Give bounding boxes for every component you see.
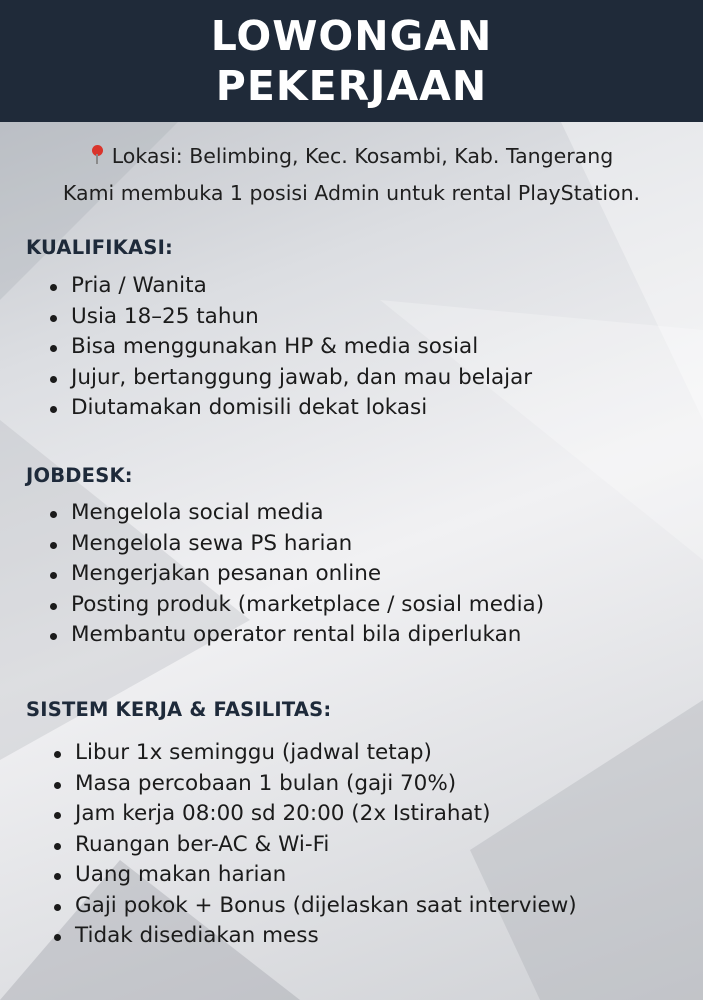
intro-text: Kami membuka 1 posisi Admin untuk rental PlayStation. <box>62 181 641 205</box>
jobdesk-list <box>50 498 544 651</box>
sistem-title: SISTEM KERJA & FASILITAS: <box>26 698 332 721</box>
list-item: Diutamakan domisili dekat lokasi <box>50 393 532 424</box>
list-item: Mengelola social media <box>50 498 544 529</box>
pin-icon <box>90 145 104 165</box>
list-item: Uang makan harian <box>54 860 577 891</box>
list-item: Gaji pokok + Bonus (dijelaskan saat interview) <box>54 891 577 922</box>
list-item: Bisa menggunakan HP & media sosial <box>50 332 532 363</box>
kualifikasi-list <box>50 271 532 424</box>
list-item: Usia 18–25 tahun <box>50 302 532 333</box>
list-item: Mengerjakan pesanan online <box>50 559 544 590</box>
list-item: Posting produk (marketplace / sosial media) <box>50 590 544 621</box>
location-line <box>0 142 703 170</box>
sistem-list <box>54 738 577 952</box>
list-item: Jujur, bertanggung jawab, dan mau belajar <box>50 363 532 394</box>
list-item: Libur 1x seminggu (jadwal tetap) <box>54 738 577 769</box>
location-text: Lokasi: Belimbing, Kec. Kosambi, Kab. Tangerang <box>111 144 614 168</box>
list-item: Tidak disediakan mess <box>54 921 577 952</box>
list-item: Membantu operator rental bila diperlukan <box>50 620 544 651</box>
list-item: Masa percobaan 1 bulan (gaji 70%) <box>54 769 577 800</box>
title-line-1: LOWONGAN <box>210 12 493 60</box>
title-line-2: PEKERJAAN <box>215 62 488 110</box>
list-item: Ruangan ber-AC & Wi-Fi <box>54 830 577 861</box>
list-item: Mengelola sewa PS harian <box>50 529 544 560</box>
kualifikasi-title: KUALIFIKASI: <box>26 236 174 259</box>
list-item: Pria / Wanita <box>50 271 532 302</box>
jobdesk-title: JOBDESK: <box>26 464 133 487</box>
list-item: Jam kerja 08:00 sd 20:00 (2x Istirahat) <box>54 799 577 830</box>
